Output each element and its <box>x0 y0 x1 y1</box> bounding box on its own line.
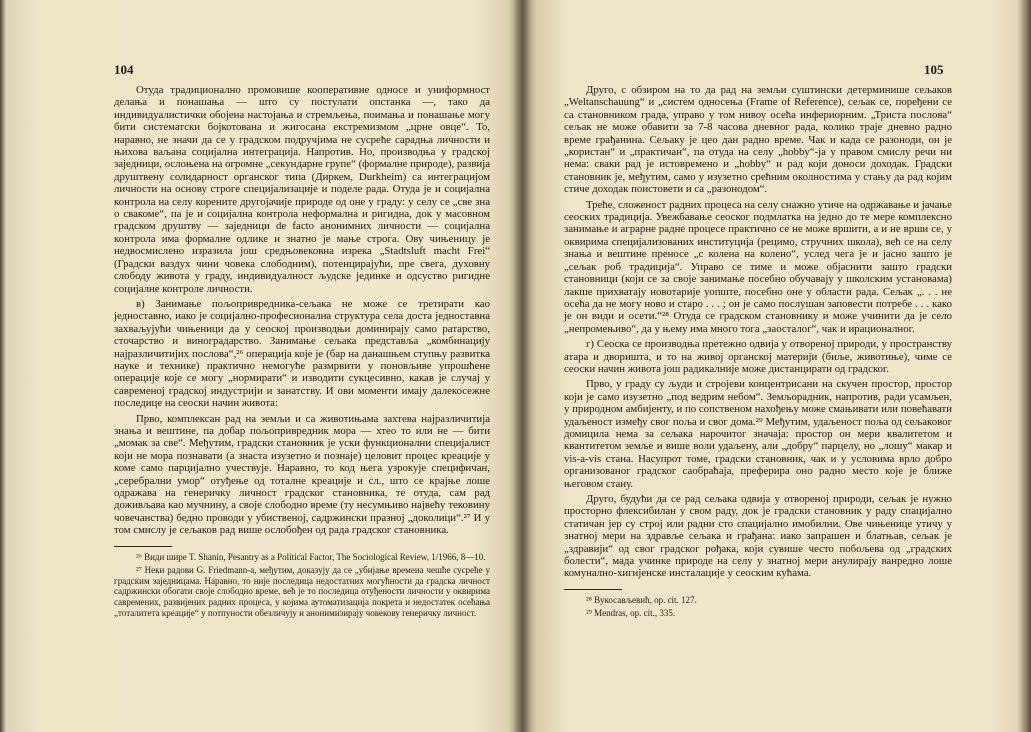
paragraph: Прво, у граду су људи и стројеви концентрисани на скучен простор, простор који је само изузетно „под ведрим небом“. Земљорадник, напротив, ради усамљен, у природном амбијенту, и по сопственом нахођењу може смањивати или повећавати удаљеност између свог поља и свог дома.²⁹ Међутим, удаљеност поља од сељаковог домицила нема за сељака нарочитог значаја: простор он мери квалитетом и квантитетом земље и више воли удаљену, али „добру“ парцелу, но „лошу“ макар и vis-a-vis стана. Насупрот томе, градски становник, чак и у условима врло добро организованог градског саобраћаја, преферира оно радно место које је ближе његовом стану. <box>564 378 952 490</box>
page-number: 104 <box>114 62 134 77</box>
paragraph: в) Занимање пољопривредника-сељака не може се третирати као једноставно, иако је социјално-професионална структура села доста једноставна захваљујући чињеници да у сеоској производњи доминирају само ратарство, сточарство и виноградарство. Занимање сељака представља „комбинацију најразличитијих послова“,²⁶ операција које је (бар на данашњем ступњу развитка науке и технике) практично немогуће размрвити у поновљиве упрошћене операције које се могу „нормирати“ и изводити сукцесивно, какав је случај у савременој градској индустрији и занатству. И ови моменти имају далекосежне последице на сеоски начин живота: <box>114 297 490 410</box>
paragraph: Друго, будући да се рад сељака одвија у отвореној природи, сељак је нужно просторно флексибилан у свом раду, док је градски становник у раду спацијално статичан јер су строј или радни сто спацијално имобилни. Ове чињенице утичу у знатној мери на здравље сељака и грађана: иако запрашен и блатњав, сељак је „здравији“ од свог градског рођака, који сувише често побољева од „градских болести“, мада учинке природе на селу у знатној мери анулирају ванредно лоше комунално-хигијенске инсталације у сеоским кућама. <box>564 493 952 580</box>
text-column <box>114 84 490 618</box>
paragraph: Прво, комплексан рад на земљи и са животињама захтева најразличитија знања и вештине, па добар пољопривредник мора — хтео то или не — бити „момак за све“. Међутим, градски становник је уски функционални специјалист који не мора познавати (а знаста изузетно и познаје) целовит процес креације у коме само парцијално учествује. Наравно, то код њега узрокује специфичан, „серебрални умор“ отуђење од тоталне креације и сл., што се крајње лоше одражава на генеричку личност градског становника, те отуда, сам рад доживљава као мучнину, а своје слободно време (ту несумњиво највећу тековину човечанства) бедно проводи у убиственој, садржински празној „доколици“.²⁷ И у том смислу је сељаков рад више ослобођен од рада градског становника. <box>114 412 490 537</box>
footnote: ²⁶ Види шире T. Shanin, Pesantry as a Political Factor, The Sociological Review, 1/1966, 8—10. <box>136 551 486 562</box>
paragraph: Друго, с обзиром на то да рад на земљи суштински детерминише сељаков „Weltanschauung“ и „систем односења (Frame of Reference), сељак се, поређени се са становником града, управо у том нивоу осећа инфериорним. „Триста послова“ сељак не може обавити за 7-8 часова дневног рада, колико траје дневно радно време грађанина. Сељаку је цео дан радно време. Чак и када се разоноди, он је „користан“ и „практичан“, па отуда на селу „hobby“-ја у правом смислу речи ни нема: сваки рад је истовремено и „hobby“ и рад који доноси доходак. Градски становник је, међутим, само у изузетно срећним околностима у стању да рад којим стиче доходак поистовети и са „разонодом“. <box>564 84 952 196</box>
page-number: 105 <box>924 62 944 77</box>
footnote-divider <box>564 589 622 590</box>
footnote: ²⁸ Вукосављевић, op. cit. 127. <box>586 594 697 605</box>
footnote: ²⁷ Неки радови G. Friedmann-а, међутим, доказују да се „убијање времена чешће сусреће у градским заједницама. Наравно, то није последица недостатних могућности да градска личност садржински обогати своје слободно време, већ је то последица отуђености личности у оквирима савремених, развијених радних процеса, у којима аутоматизација покрета и недостатек осећања „тоталитета креације“ у потпуности обезличују и анонимизирају човекову генеричку личност. <box>114 565 490 618</box>
paragraph: Треће, сложеност радних процеса на селу снажно утиче на одржавање и јачање сеоских традиција. Увежбавање сеоског подмлатка на једно до те мере комплексно занимање и аграрне радне процесе практично се не може вршити, а и не врши се, у оквирима специјализованих институција (рецимо, стручних школа), већ се на селу знања и вештине преносе „с колена на колено“, услед чега је и јасно зашто је „сељак роб традиција“. Управо се тиме и може објаснити зашто градски становници (који се за своје занимање посебно обучавају у школским установама) лакше прихватају новотарије уопште, посебно оне у области рада. Сељак „. . . не осећа да не могу ново и старо . . . ; он је само послушан заповести потребе . . . како је он види и осети.“²⁸ Отуда се градском становнику и може учинити да је село „непромењиво“, да у њему има много тога „заосталог“, чак и ирационалног. <box>564 198 952 335</box>
paragraph: Отуда традиционално промовише кооперативне односе и униформност делања и понашања — што су постулати опстанка —, тако да индивидуалистички обојена настојања и стремљења, поимања и понашање могу бити систематски бојкотована и жигосана екстремизмом „црне овце“. То, наравно, не значи да се у градском подручјима не сусреће сарадња личности и њихова ваљана социјална интеграција. Напротив. Но, производња у градској заједници, ослоњена на огромне „секундарне групе“ (формалне природе), развија друштвену солидарност органског типа (Диркем, Durkheim) са интеграцијом личности на основу строге специјализације и поделе рада. Отуда је и социјална контрола на селу корените другојачије природе од оне у граду: у селу се „све зна о свакоме“, па је и социјална контрола неформална и ригидна, док у масовном градском друштву — заједници de facto анонимних личности — социјална контрола има формалне одлике и знатно је мање строга. Ову чињеницу је недвосмислено изразила још средњовековна изрека „Stadtsluft macht Frei“ (Градски ваздух чини човека слободним), потенцирајући, пре свега, духовну слободу живота у граду, индивидуалност људске јединке и одсуство ригидне социјалне контроле личности. <box>114 84 490 295</box>
text-column <box>564 84 952 619</box>
footnote-divider <box>114 546 172 547</box>
footnote: ²⁹ Mendras, op. cit., 335. <box>586 608 676 619</box>
paragraph: г) Сеоска се производња претежно одвија у отвореној природи, у пространству атара и дворишта, и то на живој органској материји (биље, животиње), чиме се сеоски начин живота још радикалније може дистанцирати од градског. <box>564 338 952 375</box>
right-page <box>522 0 1031 732</box>
book-gutter <box>508 0 536 732</box>
